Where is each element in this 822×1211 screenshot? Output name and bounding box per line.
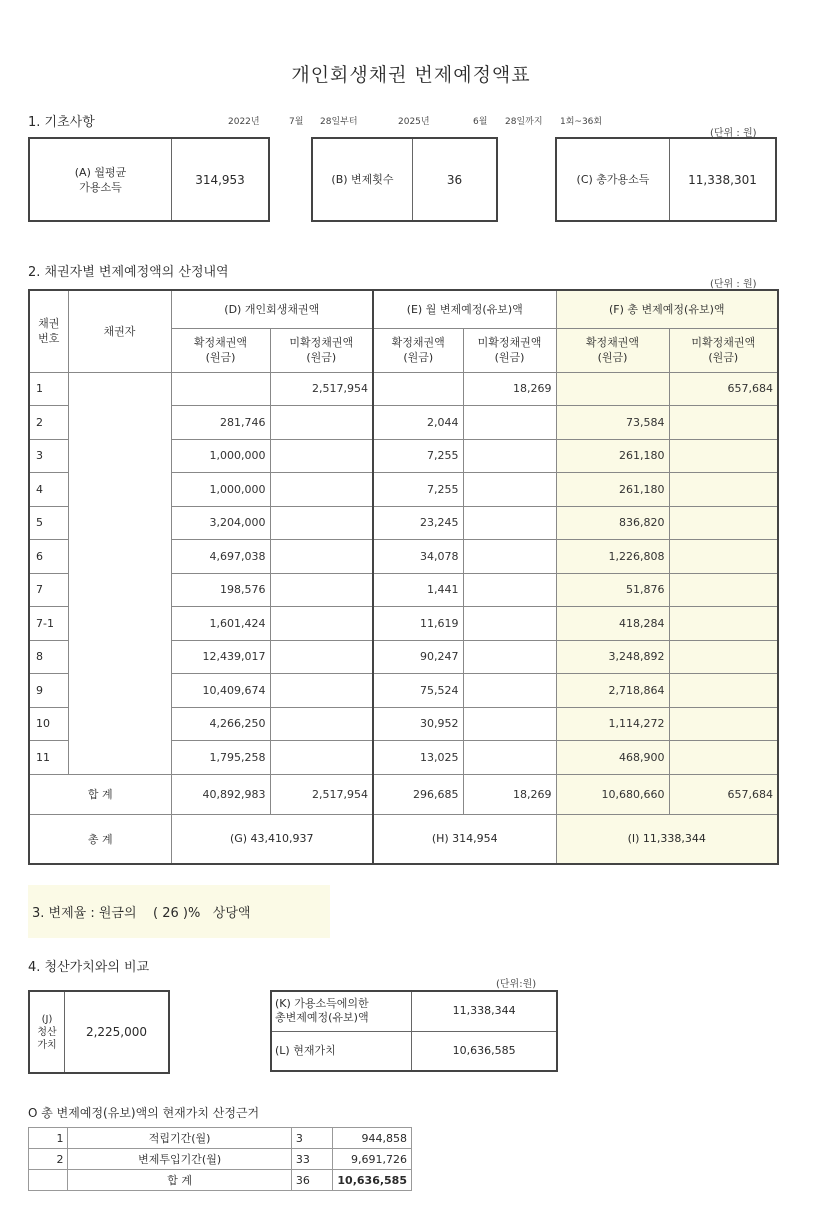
cell-d-unconfirmed	[270, 607, 373, 641]
cell-d-unconfirmed	[270, 540, 373, 574]
creditor-name-cell	[68, 473, 171, 507]
cell-f-unconfirmed: 657,684	[669, 372, 778, 406]
box-a-label-line1: (A) 월평균	[74, 165, 127, 179]
cell-f-unconfirmed	[669, 741, 778, 775]
creditor-no: 6	[29, 540, 68, 574]
cell-d-unconfirmed	[270, 406, 373, 440]
total-label: 총 계	[29, 814, 171, 864]
cell-d-confirmed: 1,000,000	[171, 439, 270, 473]
j-value: 2,225,000	[85, 1025, 148, 1039]
period-start-day: 28일부터	[320, 117, 358, 127]
section2-title: 2. 채권자별 변제예정액의 산정내역	[28, 265, 229, 280]
basis-row-months: 3	[291, 1128, 333, 1149]
creditor-no: 7-1	[29, 607, 68, 641]
repayment-rate-text: 3. 변제율 : 원금의 ( 26 )% 상당액	[32, 906, 251, 921]
creditor-name-cell	[68, 640, 171, 674]
cell-f-unconfirmed	[669, 707, 778, 741]
cell-e-unconfirmed	[463, 506, 556, 540]
creditor-no: 10	[29, 707, 68, 741]
cell-d-unconfirmed	[270, 439, 373, 473]
creditor-name-cell	[68, 372, 171, 406]
table-row	[29, 540, 778, 574]
cell-e-confirmed: 30,952	[373, 707, 463, 741]
cell-f-confirmed: 261,180	[556, 473, 669, 507]
table-row	[29, 674, 778, 708]
box-b-repayment-count	[311, 137, 498, 222]
cell-e-confirmed: 1,441	[373, 573, 463, 607]
subtotal-e-confirmed: 296,685	[373, 774, 463, 814]
cell-d-unconfirmed	[270, 640, 373, 674]
section1-unit: (단위 : 원)	[710, 128, 757, 139]
cell-f-confirmed: 468,900	[556, 741, 669, 775]
l-row	[271, 1031, 557, 1071]
cell-d-confirmed: 1,000,000	[171, 473, 270, 507]
period-start-month: 7월	[289, 117, 304, 127]
table-row	[29, 573, 778, 607]
cell-f-confirmed	[556, 372, 669, 406]
cell-e-confirmed: 13,025	[373, 741, 463, 775]
table-row	[29, 607, 778, 641]
box-a-label	[30, 139, 172, 220]
box-a-value: 314,953	[195, 172, 245, 187]
table-row	[29, 406, 778, 440]
document-title: 개인회생채권 번제예정액표	[291, 64, 531, 86]
basis-row-amount: 9,691,726	[333, 1149, 412, 1170]
header-e-confirmed: 확정채권액 (원금)	[373, 328, 463, 372]
creditor-no: 11	[29, 741, 68, 775]
cell-f-confirmed: 51,876	[556, 573, 669, 607]
cell-d-confirmed: 10,409,674	[171, 674, 270, 708]
cell-e-unconfirmed	[463, 674, 556, 708]
header-creditor: 채권자	[68, 290, 171, 372]
basis-title: O 총 변제예정(유보)액의 현재가치 산정근거	[28, 1106, 260, 1120]
cell-d-confirmed: 12,439,017	[171, 640, 270, 674]
cell-d-confirmed: 1,601,424	[171, 607, 270, 641]
l-value: 10,636,585	[412, 1031, 557, 1071]
creditor-no: 7	[29, 573, 68, 607]
basis-row-label: 적립기간(월)	[68, 1128, 291, 1149]
cell-e-confirmed: 7,255	[373, 439, 463, 473]
creditor-name-cell	[68, 741, 171, 775]
cell-e-confirmed: 23,245	[373, 506, 463, 540]
cell-f-confirmed: 1,114,272	[556, 707, 669, 741]
cell-f-unconfirmed	[669, 473, 778, 507]
box-b-value: 36	[446, 172, 463, 187]
cell-f-confirmed: 836,820	[556, 506, 669, 540]
total-g: (G) 43,410,937	[171, 814, 373, 864]
cell-f-confirmed: 2,718,864	[556, 674, 669, 708]
cell-f-unconfirmed	[669, 540, 778, 574]
cell-e-unconfirmed	[463, 640, 556, 674]
cell-f-unconfirmed	[669, 674, 778, 708]
subtotal-f-confirmed: 10,680,660	[556, 774, 669, 814]
cell-f-unconfirmed	[669, 640, 778, 674]
basis-row-no: 1	[29, 1128, 68, 1149]
table-row	[29, 439, 778, 473]
cell-e-unconfirmed	[463, 473, 556, 507]
cell-f-confirmed: 261,180	[556, 439, 669, 473]
cell-e-unconfirmed	[463, 573, 556, 607]
cell-d-confirmed: 198,576	[171, 573, 270, 607]
cell-e-confirmed: 34,078	[373, 540, 463, 574]
cell-f-unconfirmed	[669, 506, 778, 540]
cell-d-unconfirmed	[270, 707, 373, 741]
subtotal-d-confirmed: 40,892,983	[171, 774, 270, 814]
cell-f-confirmed: 3,248,892	[556, 640, 669, 674]
creditor-no: 1	[29, 372, 68, 406]
header-e-unconfirmed: 미확정채권액 (원금)	[463, 328, 556, 372]
basis-total-amount: 10,636,585	[333, 1170, 412, 1191]
creditor-no: 8	[29, 640, 68, 674]
section4-title: 4. 청산가치와의 비교	[28, 960, 150, 975]
subtotal-row	[29, 774, 778, 814]
cell-e-confirmed: 7,255	[373, 473, 463, 507]
cell-d-unconfirmed	[270, 573, 373, 607]
section2-unit: (단위 : 원)	[710, 279, 757, 290]
table-row	[29, 372, 778, 406]
creditor-no: 5	[29, 506, 68, 540]
header-creditor-no: 채권 번호	[29, 290, 68, 372]
cell-e-confirmed	[373, 372, 463, 406]
basis-row-no: 2	[29, 1149, 68, 1170]
header-e: (E) 월 변제예정(유보)액	[373, 290, 556, 328]
cell-f-confirmed: 73,584	[556, 406, 669, 440]
cell-f-unconfirmed	[669, 573, 778, 607]
creditor-name-cell	[68, 573, 171, 607]
creditor-no: 3	[29, 439, 68, 473]
cell-e-unconfirmed	[463, 707, 556, 741]
comparison-table	[270, 990, 558, 1072]
header-d-confirmed: 확정채권액 (원금)	[171, 328, 270, 372]
box-c-value: 11,338,301	[688, 172, 757, 187]
creditor-name-cell	[68, 506, 171, 540]
cell-d-confirmed: 1,795,258	[171, 741, 270, 775]
basis-row-label: 변제투입기간(월)	[68, 1149, 291, 1170]
box-b-label: (B) 변제횟수	[313, 139, 413, 220]
subtotal-f-unconfirmed: 657,684	[669, 774, 778, 814]
period-end-day: 28일까지	[505, 117, 543, 127]
basis-table	[28, 1127, 412, 1191]
cell-d-confirmed: 4,266,250	[171, 707, 270, 741]
box-c-total-income	[555, 137, 777, 222]
subtotal-e-unconfirmed: 18,269	[463, 774, 556, 814]
creditor-name-cell	[68, 607, 171, 641]
liquidation-value-box	[28, 990, 170, 1074]
table-row	[29, 640, 778, 674]
cell-e-unconfirmed	[463, 607, 556, 641]
basis-total-row	[29, 1170, 412, 1191]
section4-unit: (단위:원)	[496, 979, 537, 990]
cell-d-confirmed: 3,204,000	[171, 506, 270, 540]
period-start-year: 2022년	[228, 117, 260, 127]
basis-row-amount: 944,858	[333, 1128, 412, 1149]
cell-f-unconfirmed	[669, 607, 778, 641]
basis-row	[29, 1149, 412, 1170]
cell-d-confirmed: 4,697,038	[171, 540, 270, 574]
cell-e-confirmed: 90,247	[373, 640, 463, 674]
cell-e-unconfirmed: 18,269	[463, 372, 556, 406]
total-row	[29, 814, 778, 864]
box-a-label-line2: 가용소득	[79, 180, 122, 194]
creditor-no: 2	[29, 406, 68, 440]
k-row	[271, 991, 557, 1031]
basis-row	[29, 1128, 412, 1149]
cell-d-unconfirmed	[270, 741, 373, 775]
cell-f-unconfirmed	[669, 406, 778, 440]
creditor-name-cell	[68, 439, 171, 473]
header-d-unconfirmed: 미확정채권액 (원금)	[270, 328, 373, 372]
subtotal-d-unconfirmed: 2,517,954	[270, 774, 373, 814]
cell-d-unconfirmed	[270, 674, 373, 708]
header-d: (D) 개인회생채권액	[171, 290, 373, 328]
period-end-month: 6월	[473, 117, 488, 127]
total-h: (H) 314,954	[373, 814, 556, 864]
cell-f-confirmed: 1,226,808	[556, 540, 669, 574]
cell-e-confirmed: 75,524	[373, 674, 463, 708]
basis-row-months: 33	[291, 1149, 333, 1170]
cell-d-confirmed	[171, 372, 270, 406]
cell-d-confirmed: 281,746	[171, 406, 270, 440]
creditor-name-cell	[68, 406, 171, 440]
j-label: (J) 청산 가치	[30, 992, 65, 1072]
k-label: (K) 가용소득에의한 총변제예정(유보)액	[271, 991, 412, 1031]
table-row	[29, 473, 778, 507]
table-row	[29, 707, 778, 741]
table-row	[29, 741, 778, 775]
box-c-label: (C) 총가용소득	[557, 139, 670, 220]
creditor-no: 4	[29, 473, 68, 507]
k-value: 11,338,344	[412, 991, 557, 1031]
period-rounds: 1회~36회	[560, 117, 603, 127]
period-end-year: 2025년	[398, 117, 430, 127]
box-a-monthly-income	[28, 137, 270, 222]
subtotal-label: 합 계	[29, 774, 171, 814]
cell-f-unconfirmed	[669, 439, 778, 473]
section1-title: 1. 기초사항	[28, 115, 95, 130]
cell-f-confirmed: 418,284	[556, 607, 669, 641]
cell-e-unconfirmed	[463, 741, 556, 775]
creditor-name-cell	[68, 540, 171, 574]
header-f: (F) 총 변제예정(유보)액	[556, 290, 778, 328]
header-f-confirmed: 확정채권액 (원금)	[556, 328, 669, 372]
basis-total-label: 합 계	[68, 1170, 291, 1191]
cell-d-unconfirmed: 2,517,954	[270, 372, 373, 406]
table-header-row-1	[29, 290, 778, 328]
table-row	[29, 506, 778, 540]
cell-e-unconfirmed	[463, 439, 556, 473]
creditor-no: 9	[29, 674, 68, 708]
creditor-name-cell	[68, 707, 171, 741]
basis-total-blank	[29, 1170, 68, 1191]
cell-e-confirmed: 2,044	[373, 406, 463, 440]
l-label: (L) 현재가치	[271, 1031, 412, 1071]
header-f-unconfirmed: 미확정채권액 (원금)	[669, 328, 778, 372]
creditor-name-cell	[68, 674, 171, 708]
cell-d-unconfirmed	[270, 506, 373, 540]
cell-d-unconfirmed	[270, 473, 373, 507]
cell-e-unconfirmed	[463, 406, 556, 440]
cell-e-confirmed: 11,619	[373, 607, 463, 641]
cell-e-unconfirmed	[463, 540, 556, 574]
basis-total-months: 36	[291, 1170, 333, 1191]
total-i: (I) 11,338,344	[556, 814, 778, 864]
repayment-table	[28, 289, 779, 865]
